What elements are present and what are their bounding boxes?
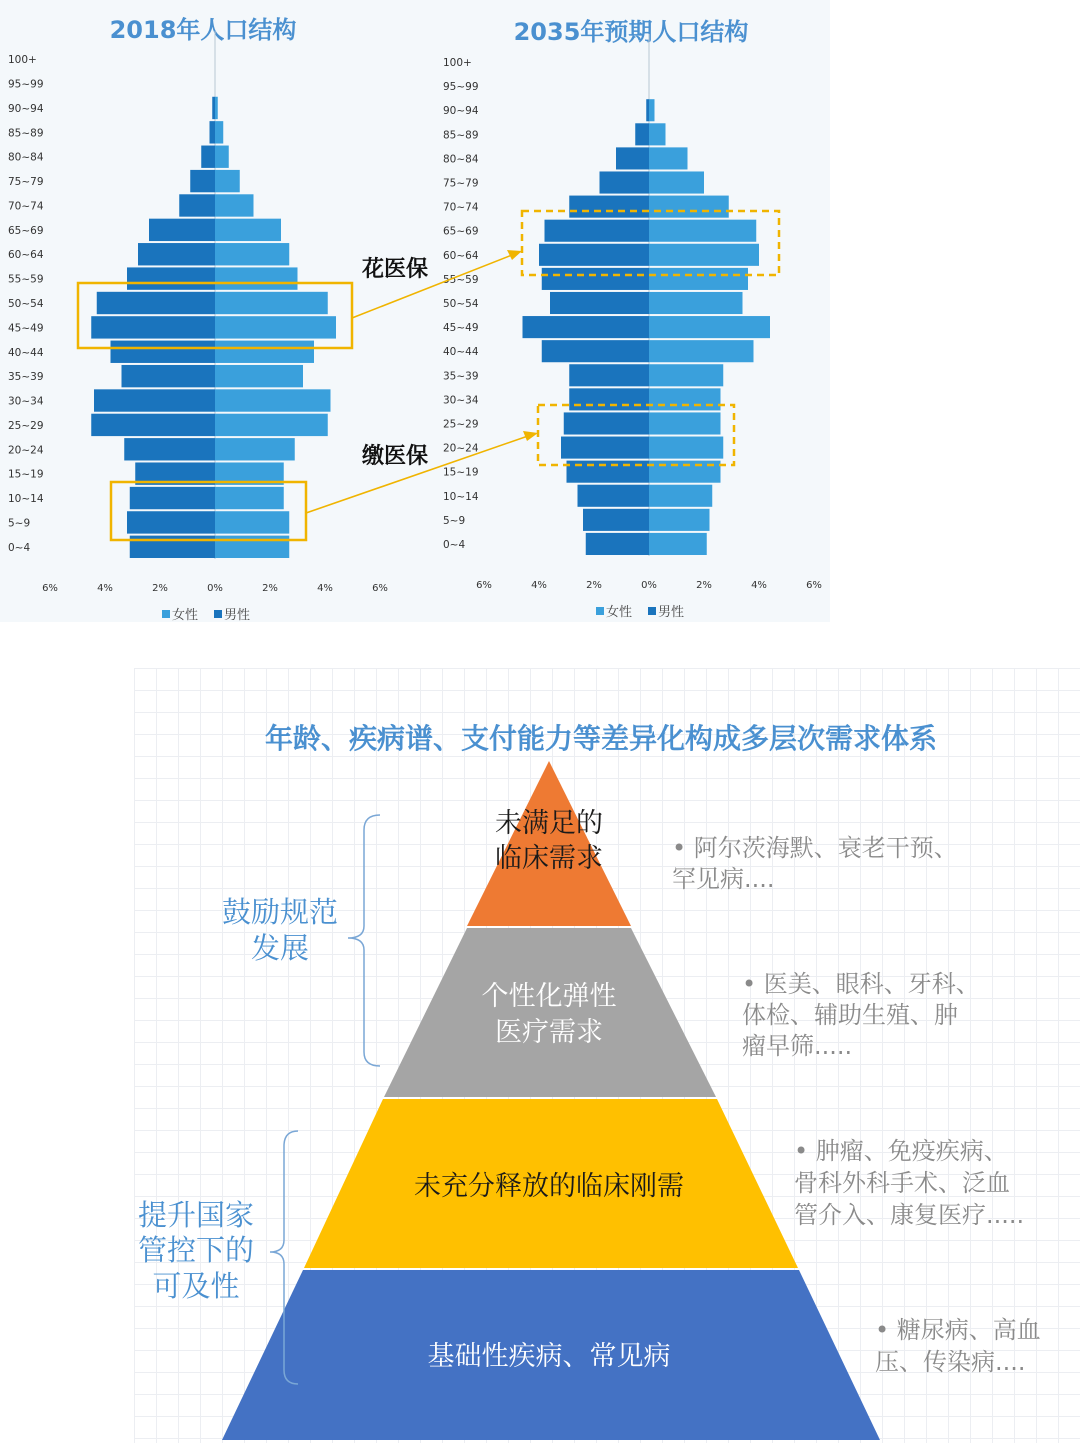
pyramid-0-male-bar [215, 438, 295, 460]
age-group-label: 70~74 [8, 200, 44, 213]
pyramid-1-female-bar [523, 316, 650, 338]
x-tick-label: 6% [806, 580, 822, 591]
legend-male-label: 男性 [658, 605, 685, 620]
pyramid-1-female-bar [564, 412, 649, 434]
age-group-label: 0~4 [8, 541, 31, 554]
age-group-label: 35~39 [443, 370, 479, 383]
tier-1-label: 未满足的 [495, 808, 603, 839]
tier-3-note: 管介入、康复医疗..... [794, 1201, 1025, 1229]
pyramid-1-male-bar [649, 485, 712, 507]
age-group-label: 60~64 [443, 249, 479, 262]
tier-1-note: 罕见病.... [672, 865, 775, 893]
pyramid-0-female-bar [138, 243, 215, 265]
pyramid-0-female-bar [212, 97, 215, 119]
pyramid-0-male-bar [215, 511, 289, 533]
x-tick-label: 0% [641, 580, 657, 591]
pyramid-1-male-bar [649, 268, 748, 290]
age-group-label: 5~9 [443, 514, 466, 527]
tier-2-shape [384, 928, 716, 1097]
pyramid-0-male-bar [215, 170, 240, 192]
pyramid-1-male-bar [649, 388, 721, 410]
side-label-2: 可及性 [152, 1269, 240, 1303]
age-group-label: 35~39 [8, 371, 44, 384]
pyramid-1-male-bar [649, 220, 756, 242]
tier-3-label: 未充分释放的临床刚需 [414, 1171, 684, 1202]
legend-female-label: 女性 [606, 605, 633, 620]
tier-2-label: 医疗需求 [495, 1017, 603, 1048]
pyramid-0-female-bar [179, 194, 215, 216]
age-group-label: 45~49 [443, 322, 479, 335]
pyramid-1-male-bar [649, 196, 729, 218]
pyramid-1-male-bar [649, 147, 688, 169]
age-group-label: 55~59 [8, 273, 44, 286]
x-tick-label: 6% [42, 583, 58, 594]
pyramid-1-male-bar [649, 340, 754, 362]
age-group-label: 40~44 [443, 346, 479, 359]
side-labels [138, 895, 338, 1303]
age-group-label: 75~79 [8, 176, 44, 189]
pyramid-1-female-bar [600, 171, 650, 193]
pyramid-0-male-bar [215, 316, 336, 338]
age-group-label: 80~84 [443, 153, 479, 166]
tier-1-note: • 阿尔茨海默、衰老干预、 [672, 834, 958, 862]
tier-1-label: 临床需求 [495, 843, 603, 874]
pyramid-0-male-bar [215, 292, 328, 314]
age-group-label: 30~34 [443, 394, 479, 407]
age-group-label: 55~59 [443, 273, 479, 286]
age-group-label: 25~29 [443, 418, 479, 431]
arrow-spend-head [507, 250, 522, 260]
pyramid-0-female-bar [190, 170, 215, 192]
tier-4-note: 压、传染病.... [875, 1348, 1026, 1376]
pyramid-1-male-bar [649, 412, 721, 434]
age-group-label: 50~54 [443, 298, 479, 310]
pyramid-1-female-bar [583, 509, 649, 531]
age-group-label: 65~69 [443, 225, 479, 238]
age-group-label: 20~24 [8, 444, 44, 457]
right-pyramid-title: 2035年预期人口结构 [513, 18, 749, 46]
pyramid-0-female-bar [91, 414, 215, 436]
age-group-label: 15~19 [443, 466, 479, 479]
pyramid-1-male-bar [649, 292, 743, 314]
tier-2-note: 体检、辅助生殖、肿 [742, 1001, 958, 1029]
x-tick-label: 2% [586, 580, 602, 591]
pyramid-2018 [8, 31, 388, 623]
pyramid-2035 [443, 34, 822, 620]
demand-tiers [222, 761, 880, 1440]
age-group-label: 0~4 [443, 538, 466, 551]
pyramid-1-male-bar [649, 171, 704, 193]
pyramid-0-male-bar [215, 365, 303, 387]
age-group-label: 95~99 [443, 81, 479, 94]
pyramid-0-female-bar [201, 146, 215, 168]
pyramid-1-female-bar [616, 147, 649, 169]
age-group-label: 85~89 [443, 129, 479, 142]
pyramid-1-male-bar [649, 437, 723, 459]
demand-hierarchy-section [134, 668, 1080, 1443]
pyramid-0-male-bar [215, 267, 298, 289]
age-group-label: 65~69 [8, 224, 44, 237]
age-group-label: 100+ [443, 57, 472, 70]
demand-pyramid-figure [134, 668, 1080, 1443]
x-tick-label: 0% [207, 583, 223, 594]
pyramid-1-male-bar [649, 123, 666, 145]
x-tick-label: 6% [372, 583, 388, 594]
pyramid-0-male-bar [215, 194, 254, 216]
pyramid-0-female-bar [149, 219, 215, 241]
x-tick-label: 6% [476, 580, 492, 591]
pyramid-1-female-bar [569, 364, 649, 386]
tier-4-note: • 糖尿病、高血 [875, 1316, 1041, 1344]
x-tick-label: 2% [696, 580, 712, 591]
age-group-label: 50~54 [8, 298, 44, 310]
callout-spend-label: 花医保 [361, 257, 429, 282]
age-group-label: 15~19 [8, 468, 44, 481]
pyramid-0-female-bar [91, 316, 215, 338]
pyramid-1-female-bar [569, 388, 649, 410]
age-group-label: 40~44 [8, 346, 44, 359]
age-group-label: 30~34 [8, 395, 44, 408]
age-group-label: 75~79 [443, 177, 479, 190]
age-group-label: 60~64 [8, 249, 44, 262]
tier-3-note: • 肿瘤、免疫疾病、 [794, 1137, 1008, 1165]
age-group-label: 90~94 [443, 105, 479, 118]
age-group-label: 10~14 [443, 490, 479, 503]
tier-4-label: 基础性疾病、常见病 [427, 1341, 671, 1372]
pyramid-1-female-bar [569, 196, 649, 218]
age-group-label: 95~99 [8, 78, 44, 91]
pyramid-1-male-bar [649, 316, 770, 338]
age-group-label: 10~14 [8, 493, 44, 506]
pyramid-1-female-bar [635, 123, 649, 145]
age-group-label: 85~89 [8, 127, 44, 140]
pyramid-1-male-bar [649, 509, 710, 531]
callout-pay-label: 缴医保 [361, 444, 429, 469]
pyramid-0-female-bar [127, 267, 215, 289]
pyramid-0-female-bar [111, 341, 216, 363]
age-group-label: 20~24 [443, 442, 479, 455]
tier-2-label: 个性化弹性 [481, 981, 617, 1012]
x-tick-label: 4% [317, 583, 333, 594]
pyramid-1-female-bar [561, 437, 649, 459]
pyramid-0-male-bar [215, 121, 223, 143]
pyramid-0-female-bar [124, 438, 215, 460]
tier-2-note: • 医美、眼科、牙科、 [742, 970, 980, 998]
x-tick-label: 4% [97, 583, 113, 594]
age-group-label: 70~74 [443, 201, 479, 214]
legend-male-label: 男性 [224, 608, 251, 623]
population-pyramids-section [0, 0, 1080, 630]
age-group-label: 90~94 [8, 102, 44, 115]
pyramid-0-male-bar [215, 97, 218, 119]
age-group-label: 45~49 [8, 322, 44, 335]
legend-female-label: 女性 [172, 608, 199, 623]
bracket-upper [348, 815, 380, 1066]
legend-female-swatch [596, 607, 604, 615]
pyramid-0-male-bar [215, 341, 314, 363]
pyramid-0-male-bar [215, 243, 289, 265]
tier-3-note: 骨科外科手术、泛血 [794, 1169, 1010, 1197]
pyramid-0-female-bar [97, 292, 215, 314]
pyramid-0-male-bar [215, 219, 281, 241]
tier-2-note: 瘤早筛..... [742, 1032, 853, 1060]
pyramid-1-male-bar [649, 533, 707, 555]
pyramid-1-female-bar [550, 292, 649, 314]
age-group-label: 100+ [8, 54, 37, 67]
pyramid-0-female-bar [122, 365, 216, 387]
legend-female-swatch [162, 610, 170, 618]
pyramid-1-female-bar [542, 340, 649, 362]
population-pyramids-figure [0, 0, 1080, 630]
side-label-2: 提升国家 [137, 1198, 255, 1232]
pyramid-0-female-bar [210, 121, 216, 143]
x-tick-label: 4% [751, 580, 767, 591]
demand-title: 年龄、疾病谱、支付能力等差异化构成多层次需求体系 [264, 722, 938, 755]
pyramid-1-female-bar [578, 485, 650, 507]
pyramid-0-female-bar [127, 511, 215, 533]
pyramid-0-female-bar [130, 487, 215, 509]
age-group-label: 5~9 [8, 517, 31, 530]
pyramid-0-male-bar [215, 414, 328, 436]
side-label-2: 管控下的 [137, 1233, 255, 1267]
pyramid-0-female-bar [94, 389, 215, 411]
age-group-label: 80~84 [8, 151, 44, 164]
arrow-pay-head [523, 431, 538, 441]
pyramid-1-female-bar [646, 99, 649, 121]
pyramid-1-female-bar [586, 533, 649, 555]
side-label-1: 发展 [250, 931, 310, 965]
legend-male-swatch [214, 610, 222, 618]
x-tick-label: 4% [531, 580, 547, 591]
pyramid-1-female-bar [542, 268, 649, 290]
pyramid-1-male-bar [649, 244, 759, 266]
pyramid-1-male-bar [649, 364, 723, 386]
side-label-1: 鼓励规范 [221, 895, 339, 929]
pyramid-1-female-bar [545, 220, 650, 242]
age-group-label: 25~29 [8, 419, 44, 432]
pyramid-1-male-bar [649, 99, 655, 121]
x-tick-label: 2% [262, 583, 278, 594]
legend-male-swatch [648, 607, 656, 615]
pyramid-0-male-bar [215, 146, 229, 168]
pyramid-0-male-bar [215, 487, 284, 509]
left-pyramid-title: 2018年人口结构 [109, 16, 297, 44]
pyramid-1-female-bar [539, 244, 649, 266]
pyramid-0-male-bar [215, 389, 331, 411]
x-tick-label: 2% [152, 583, 168, 594]
